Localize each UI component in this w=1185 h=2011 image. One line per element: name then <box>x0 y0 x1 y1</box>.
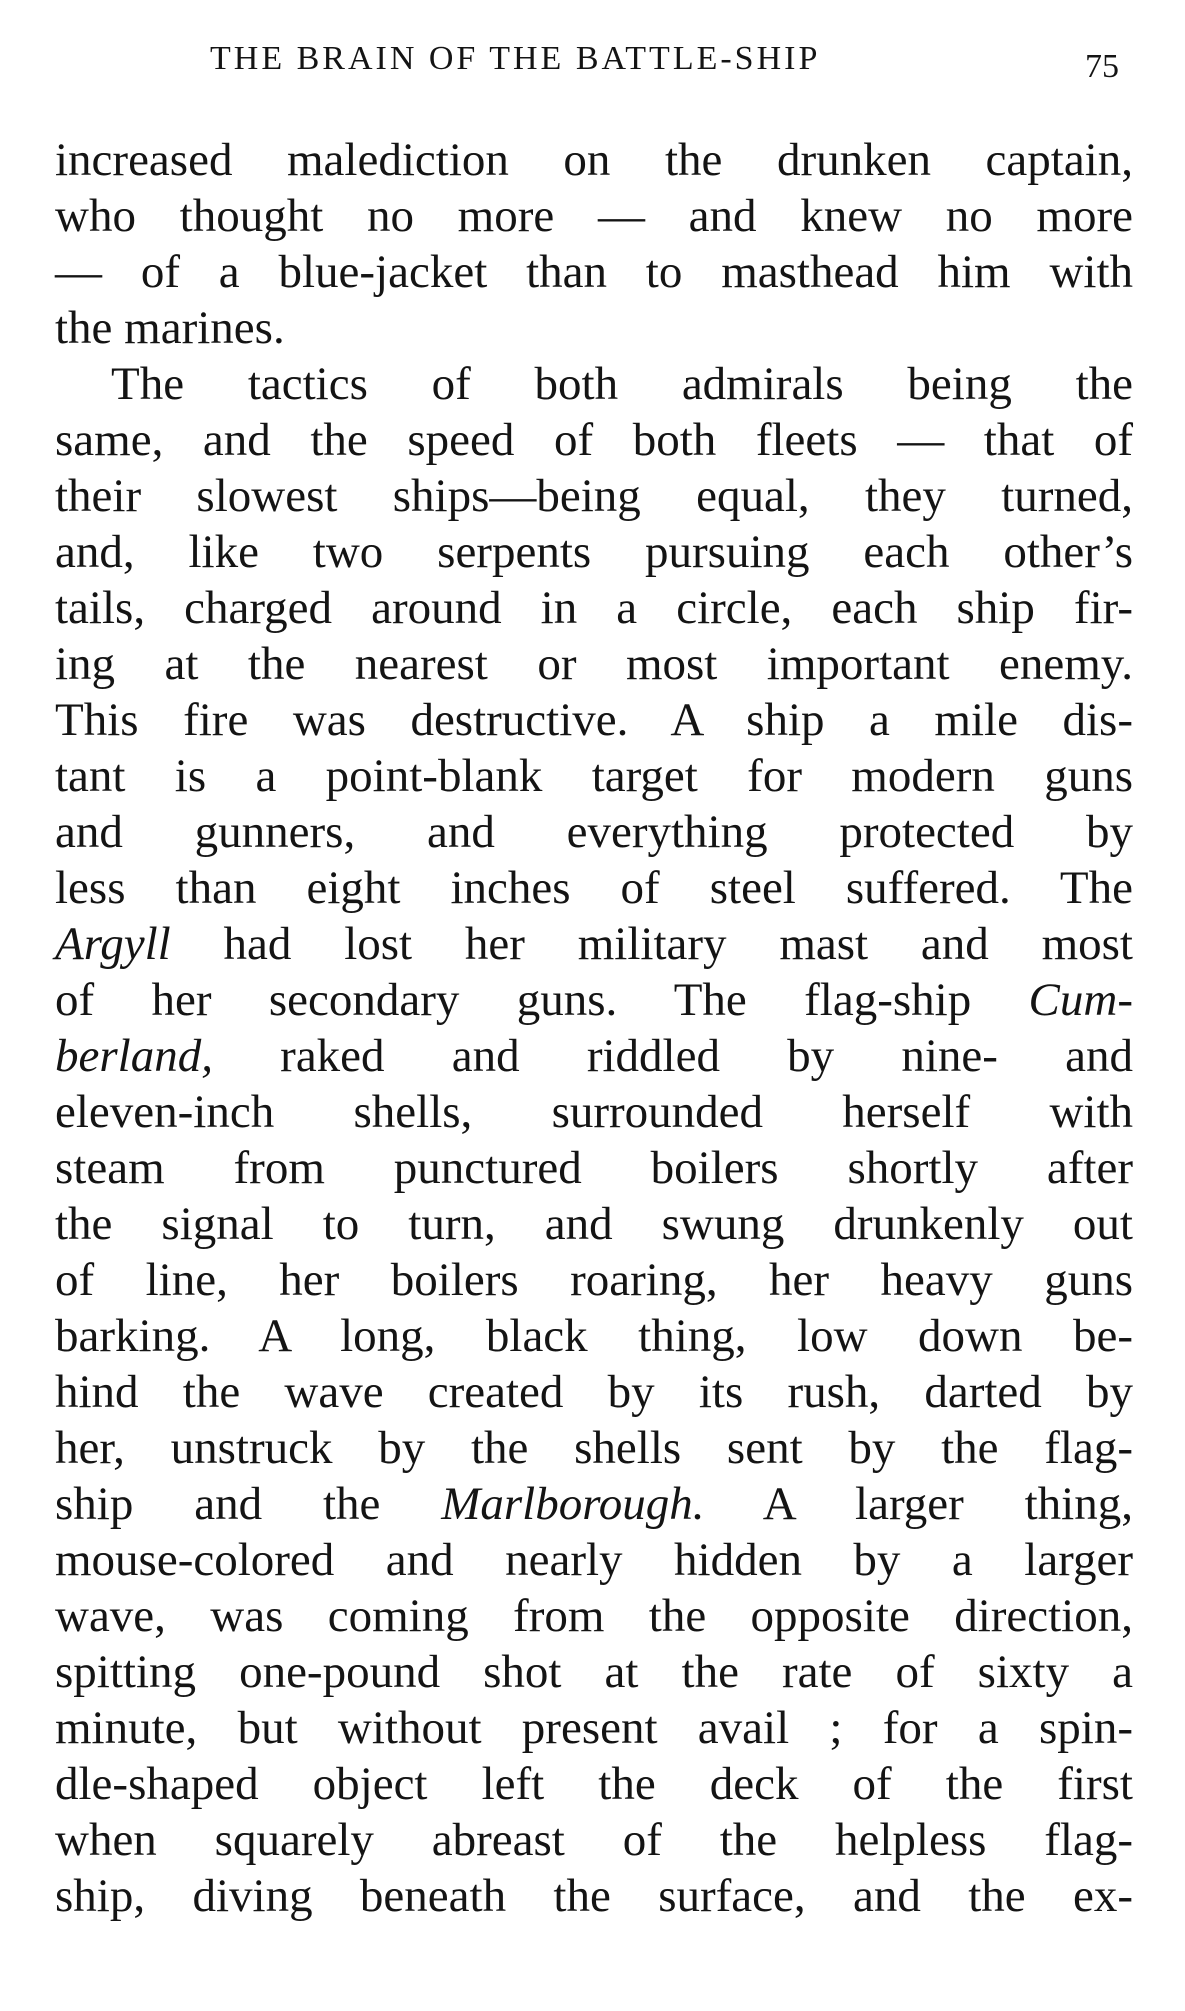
text-line: and, like two serpents pursuing each other’s <box>55 526 1133 578</box>
text-line: of line, her boilers roaring, her heavy guns <box>55 1254 1133 1306</box>
text-line: berland, raked and riddled by nine- and <box>55 1030 1133 1082</box>
text-line: when squarely abreast of the helpless flag- <box>55 1814 1133 1866</box>
text-line: wave, was coming from the opposite direction, <box>55 1590 1133 1642</box>
text-line: This fire was destructive. A ship a mile dis- <box>55 694 1133 746</box>
text-line: dle-shaped object left the deck of the first <box>55 1758 1133 1810</box>
text-line: the signal to turn, and swung drunkenly out <box>55 1198 1133 1250</box>
text-line: eleven-inch shells, surrounded herself with <box>55 1086 1133 1138</box>
text-line: tant is a point-blank target for modern guns <box>55 750 1133 802</box>
text-line: increased malediction on the drunken captain, <box>55 134 1133 186</box>
text-line: hind the wave created by its rush, darted by <box>55 1366 1133 1418</box>
ship-name-cumberland: Cum- <box>1028 974 1133 1026</box>
text-line: same, and the speed of both fleets — that of <box>55 414 1133 466</box>
text-line: tails, charged around in a circle, each ship fir- <box>55 582 1133 634</box>
body-text <box>55 132 1133 1924</box>
text-line: ship, diving beneath the surface, and the ex- <box>55 1870 1133 1922</box>
text-line: The tactics of both admirals being the <box>111 358 1133 410</box>
text-line: and gunners, and everything protected by <box>55 806 1133 858</box>
text-line: who thought no more — and knew no more <box>55 190 1133 242</box>
text-line: ing at the nearest or most important enemy. <box>55 638 1133 690</box>
page-number: 75 <box>1085 48 1119 85</box>
ship-name-argyll: Argyll <box>55 918 171 970</box>
text-line: barking. A long, black thing, low down be- <box>55 1310 1133 1362</box>
text-line: her, unstruck by the shells sent by the flag- <box>55 1422 1133 1474</box>
text-line: — of a blue-jacket than to masthead him with <box>55 246 1133 298</box>
ship-name-cumberland-cont: berland, <box>55 1030 213 1082</box>
running-head: THE BRAIN OF THE BATTLE-SHIP <box>210 40 821 77</box>
text-line: spitting one-pound shot at the rate of sixty a <box>55 1646 1133 1698</box>
text-line: mouse-colored and nearly hidden by a larger <box>55 1534 1133 1586</box>
ship-name-marlborough: Marlborough. <box>441 1478 705 1530</box>
text-line: the marines. <box>55 302 285 354</box>
text-line: minute, but without present avail ; for a spin- <box>55 1702 1133 1754</box>
text-line: of her secondary guns. The flag-ship Cum- <box>55 974 1133 1026</box>
text-line: steam from punctured boilers shortly after <box>55 1142 1133 1194</box>
text-line: their slowest ships—being equal, they turned, <box>55 470 1133 522</box>
text-line: less than eight inches of steel suffered. The <box>55 862 1133 914</box>
text-line: Argyll had lost her military mast and most <box>55 918 1133 970</box>
text-line: ship and the Marlborough. A larger thing, <box>55 1478 1133 1530</box>
